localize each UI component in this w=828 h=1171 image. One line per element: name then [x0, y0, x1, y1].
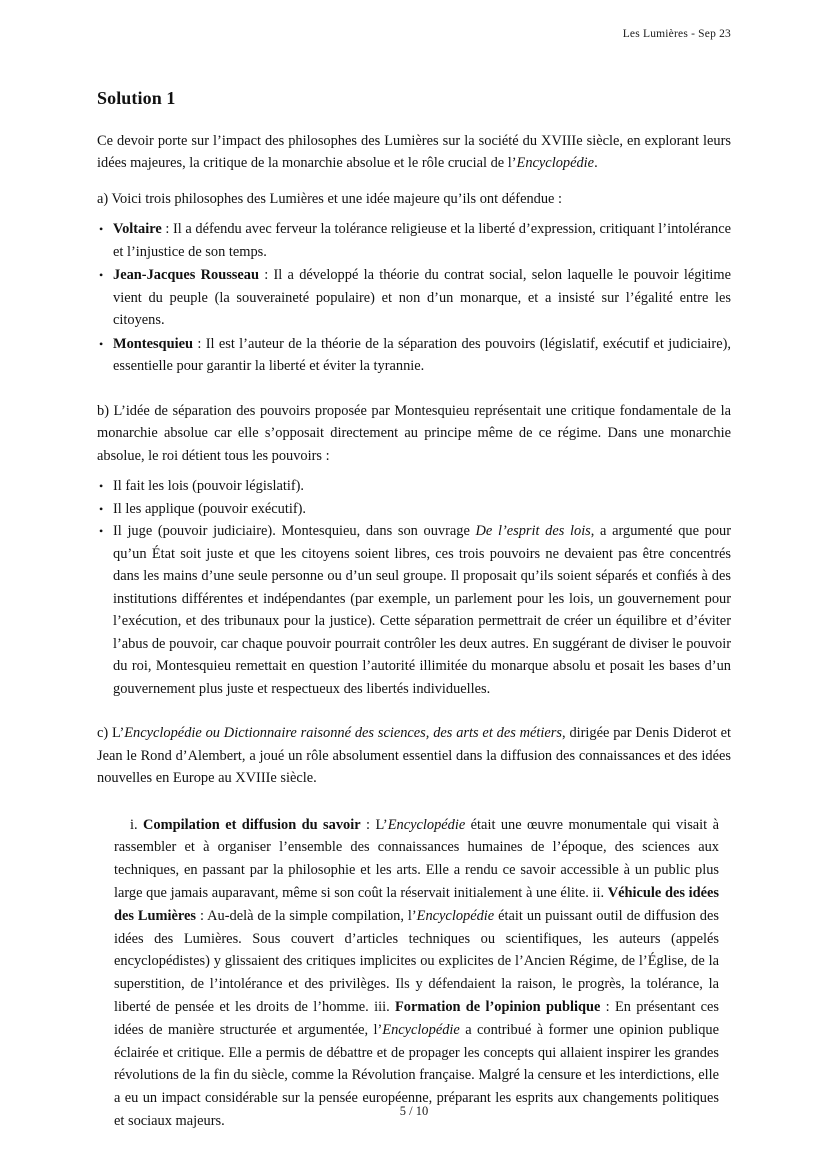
section-b-lead: b) L’idée de séparation des pouvoirs proposée par Montesquieu représentait une critique fondamentale de la monarchie absolue car elle s’opposait directement au principe même de ce régime. Dans une monarchie absolue, le roi détient tous les pouvoirs :	[97, 402, 731, 464]
philosopher-description: Il a développé la théorie du contrat social, selon laquelle le pouvoir légitime vient du peuple (la souveraineté populaire) et non d’un monarque, et a insisté sur l’égalité entre les citoyens.	[113, 267, 731, 329]
section-a-lead: a) Voici trois philosophes des Lumières et une idée majeure qu’ils ont défendue :	[97, 190, 563, 207]
roman-point-flow	[114, 814, 719, 1133]
list-item	[97, 218, 731, 263]
page-title: Solution 1	[97, 88, 176, 108]
intro-work-title: Encyclopédie	[516, 155, 595, 172]
section-a-list	[97, 218, 731, 378]
point-heading-ii: Véhicule des idées des Lumières	[114, 884, 719, 924]
point-text-before-i: L’	[375, 816, 388, 833]
list-item	[97, 264, 731, 332]
separator: :	[161, 221, 173, 238]
point-text-iii: a contribué à former une opinion publique éclairée et critique. Elle a permis de débattre et de propager les concepts qui allaient inspirer les grandes révolutions de la fin du siècle, comme la Révolution française. Malgré la censure et les interdictions, elle a eu un impact considérable sur la pensée européenne, préparant les esprits aux changements politiques et sociaux majeurs.	[114, 1021, 719, 1129]
section-c-prefix: c) L’	[97, 725, 125, 742]
point-text-ii: était un puissant outil de diffusion des idées des Lumières. Sous couvert d’articles techniques ou scientifiques, les auteurs (appelés encyclopédistes) y glissaient des critiques implicites ou explicites de l’Ancien Régime, de l’Église, de la superstition, de l’intolérance et des privilèges. Ils y défendaient la raison, le progrès, la tolérance, la liberté de pensée et les droits de l’homme.	[114, 907, 719, 1015]
philosopher-name: Montesquieu	[113, 335, 193, 352]
page-number: 5 / 10	[399, 1104, 429, 1118]
section-c-points	[114, 814, 719, 1133]
running-header: Les Lumières - Sep 23	[622, 28, 731, 40]
separator: :	[258, 267, 274, 284]
philosopher-name: Jean-Jacques Rousseau	[113, 267, 259, 284]
encyclopedie-full-title: Encyclopédie ou Dictionnaire raisonné des sciences, des arts et des métiers	[124, 725, 563, 742]
roman-numeral-ii: ii.	[592, 884, 605, 901]
power-description-after: , a argumenté que pour qu’un État soit juste et que les citoyens soient libres, ces trois pouvoirs ne devaient pas être concentrés dans les mains d’une seule personne ou d’un seul groupe. Il proposait qu’ils soient séparés et confiés à des institutions différentes et indépendantes (par exemple, un parlement pour les lois, un gouvernement pour l’exécution, et des tribunaux pour la justice). Cette séparation permettrait de créer un équilibre et d’éviter l’abus de pouvoir, car chaque pouvoir pourrait contrôler les deux autres. En suggérant de diviser le pouvoir du roi, Montesquieu remettait en question l’autorité illimitée du monarque absolu et posait les bases d’un gouvernement plus juste et respectueux des libertés individuelles.	[113, 523, 732, 697]
intro-paragraph	[97, 130, 731, 175]
separator: :	[196, 907, 208, 924]
point-heading-i: Compilation et diffusion du savoir	[143, 816, 361, 833]
separator: :	[360, 816, 376, 833]
intro-text-end: .	[594, 155, 598, 172]
point-text-before-ii: Au-delà de la simple compilation, l’	[207, 907, 417, 924]
philosopher-name: Voltaire	[113, 221, 162, 238]
power-description-before: Il juge (pouvoir judiciaire). Montesquieu, dans son ouvrage	[113, 523, 476, 540]
list-item	[97, 475, 731, 498]
philosopher-description: Il est l’auteur de la théorie de la séparation des pouvoirs (législatif, exécutif et judiciaire), essentielle pour garantir la liberté et éviter la tyrannie.	[113, 335, 731, 375]
encyclopedie-title-i: Encyclopédie	[387, 816, 466, 833]
intro-text: Ce devoir porte sur l’impact des philosophes des Lumières sur la société du XVIIIe siècle, en explorant leurs idées majeures, la critique de la monarchie absolue et le rôle crucial de l’	[97, 132, 731, 172]
document-body	[97, 88, 731, 1133]
section-c-suffix: , dirigée par Denis Diderot et Jean le Rond d’Alembert, a joué un rôle absolument essentiel dans la diffusion des connaissances et des idées nouvelles en Europe au XVIIIe siècle.	[97, 725, 731, 787]
separator: :	[600, 998, 615, 1015]
point-text-i: était une œuvre monumentale qui visait à rassembler et à organiser l’ensemble des connaissances humaines de l’époque, des sciences aux techniques, en passant par la philosophie et les arts. Elle a rendu ce savoir accessible à un public plus large que jamais auparavant, même si son coût la réservait initialement à une élite.	[114, 816, 719, 901]
point-text-before-iii: En présentant ces idées de manière structurée et argumentée, l’	[114, 998, 720, 1038]
encyclopedie-title-ii: Encyclopédie	[416, 907, 495, 924]
list-item	[97, 520, 731, 700]
philosopher-description: Il a défendu avec ferveur la tolérance religieuse et la liberté d’expression, critiquant l’intolérance et l’injustice de son temps.	[113, 221, 731, 260]
book-title: De l’esprit des lois	[475, 523, 591, 540]
point-heading-iii: Formation de l’opinion publique	[394, 998, 601, 1015]
encyclopedie-title-iii: Encyclopédie	[382, 1021, 460, 1038]
list-item	[97, 333, 731, 378]
list-item	[97, 498, 731, 521]
power-description: Il les applique (pouvoir exécutif).	[113, 500, 307, 517]
section-b-list	[97, 475, 731, 700]
roman-numeral-i: i.	[130, 816, 138, 833]
separator: :	[192, 335, 206, 352]
roman-numeral-iii: iii.	[374, 998, 390, 1015]
section-c-lead	[97, 722, 731, 790]
power-description: Il fait les lois (pouvoir législatif).	[113, 478, 305, 495]
